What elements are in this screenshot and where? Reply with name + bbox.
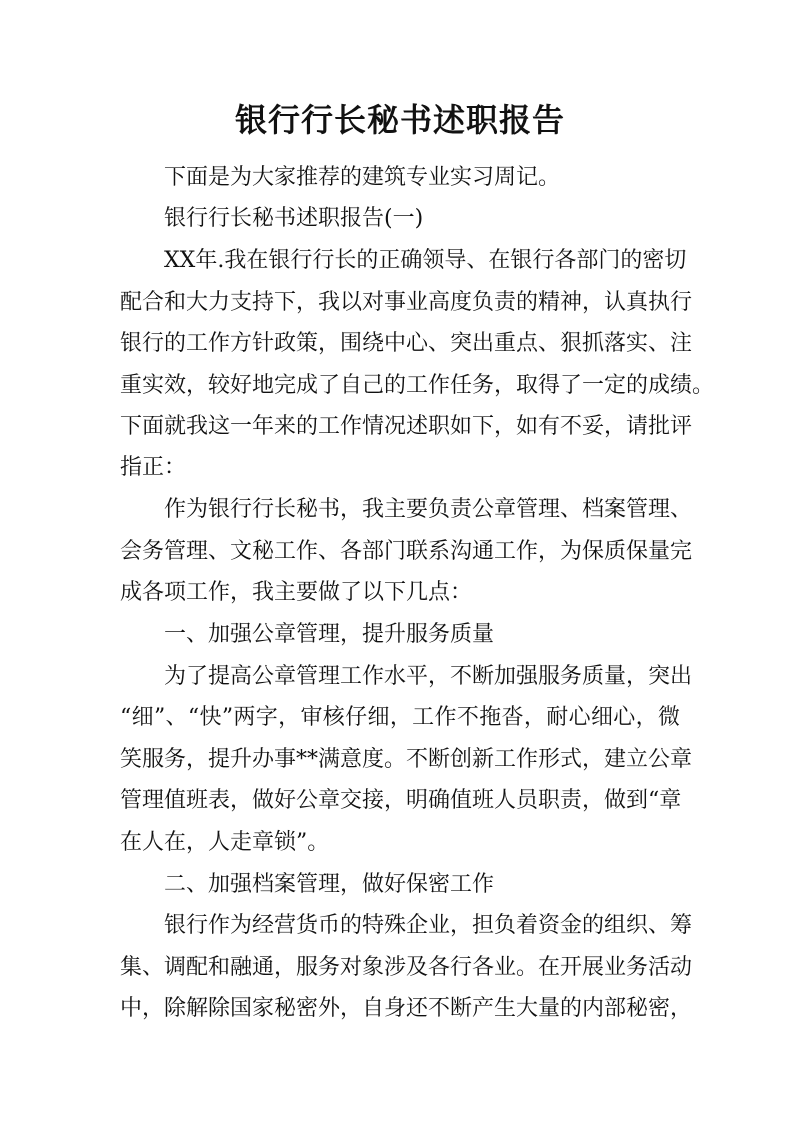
body-line: 笑服务，提升办事**满意度。不断创新工作形式，建立公章	[120, 747, 693, 772]
body-line: 银行的工作方针政策，围绕中心、突出重点、狠抓落实、注	[120, 331, 693, 356]
body-line: 成各项工作，我主要做了以下几点：	[120, 580, 473, 605]
body-line: 中，除解除国家秘密外，自身还不断产生大量的内部秘密，	[120, 996, 693, 1021]
body-line: 下面就我这一年来的工作情况述职如下，如有不妥，请批评	[120, 414, 693, 439]
body-line: 为了提高公章管理工作水平，不断加强服务质量，突出	[164, 664, 693, 689]
body-line: 下面是为大家推荐的建筑专业实习周记。	[164, 165, 561, 190]
body-line: 重实效，较好地完成了自己的工作任务，取得了一定的成绩。	[120, 373, 715, 398]
body-line: 集、调配和融通，服务对象涉及各行各业。在开展业务活动	[120, 955, 693, 980]
body-line: 一、加强公章管理，提升服务质量	[164, 622, 495, 647]
body-line: 二、加强档案管理，做好保密工作	[164, 872, 495, 897]
body-line: 银行行长秘书述职报告(一)	[164, 206, 424, 231]
body-line: “细”、“快”两字，审核仔细，工作不拖沓，耐心细心，微	[120, 705, 680, 730]
document-title: 银行行长秘书述职报告	[234, 101, 565, 139]
body-line: XX年.我在银行行长的正确领导、在银行各部门的密切	[164, 248, 687, 273]
body-line: 配合和大力支持下，我以对事业高度负责的精神，认真执行	[120, 290, 693, 315]
body-line: 会务管理、文秘工作、各部门联系沟通工作，为保质保量完	[120, 539, 693, 564]
body-line: 作为银行行长秘书，我主要负责公章管理、档案管理、	[164, 497, 693, 522]
body-line: 在人在，人走章锁”。	[120, 830, 330, 855]
body-line: 指正：	[120, 455, 187, 480]
body-line: 管理值班表，做好公章交接，明确值班人员职责，做到“章	[120, 788, 682, 813]
body-line: 银行作为经营货币的特殊企业，担负着资金的组织、筹	[164, 913, 693, 938]
